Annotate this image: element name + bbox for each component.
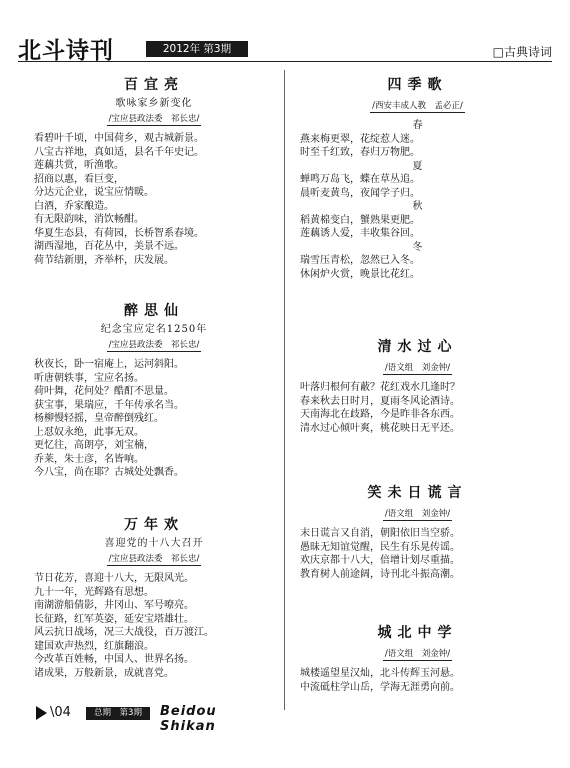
poem-line: 教育树人前途阔，诗刊北斗振高潮。 (300, 568, 460, 580)
poem-line: 天南海北在歧路，今是昨非各东西。 (300, 409, 460, 420)
poem-line: 南湖游船倩影，井冈山、军号嘹亮。 (34, 600, 194, 611)
poem-chengbeizhongxue (300, 624, 535, 694)
poem-zuisixian (34, 302, 274, 480)
poem-line: 华夏生态县，有荷园，长桥智系春境。 (34, 227, 204, 239)
poem-line: 听唐朝轶事，宝应名扬。 (34, 372, 144, 384)
poem-line: 乔莱，朱士彦，名皆响。 (34, 453, 144, 465)
poem-subtitle: 纪念宝应定名1250年 (100, 324, 208, 335)
poem-line: 白酒，乔家酿造。 (34, 200, 114, 212)
arrow-right-icon (36, 706, 47, 720)
poem-line: 中流砥柱学山岳，学海无涯勇向前。 (300, 681, 460, 693)
author-text: /宝应县政法委 祁长忠/ (108, 340, 200, 350)
poem-subtitle: 喜迎党的十八大召开 (104, 538, 204, 549)
poem-line: 欢庆京都十八大，倍增计划尽重描。 (300, 555, 460, 566)
author-text: /西安丰成人教 孟必正/ (372, 101, 463, 111)
poem-line: 叶落归根何有蔽？花红戏水几逢时？ (300, 382, 460, 393)
poem-lines (300, 667, 535, 694)
poem-lines (34, 572, 274, 680)
poem-line: 城楼遥望星汉灿，北斗传辉玉河悬。 (300, 668, 460, 679)
poem-line: 湖西湿地，百花丛中，美景不远。 (34, 241, 184, 252)
season-label: 秋 (412, 201, 423, 212)
season-label: 冬 (412, 241, 423, 253)
poem-line: 晨听麦黄鸟，夜闻学子归。 (300, 187, 420, 199)
left-column (34, 72, 274, 702)
poem-line: 愚昧无知谊觉醒，民生有乐晃传谣。 (300, 541, 460, 553)
poem-line: 九十一年，光辉路有思想。 (34, 586, 154, 598)
author-text: /语文组 刘金钟/ (384, 509, 451, 519)
poem-line: 莲藕诱人爱，丰收集谷回。 (300, 228, 420, 239)
poem-title: 万年欢 (124, 517, 184, 533)
right-column (300, 72, 535, 702)
poem-line: 清水过心倾叶爽，桃花映日无平还。 (300, 422, 460, 434)
poem-author (300, 648, 535, 661)
poem-xiaomoriyanyan (300, 484, 535, 581)
footer-english-title: Beidou Shikan (160, 704, 217, 734)
poem-title: 城北中学 (377, 625, 458, 641)
page-header (18, 30, 552, 62)
poem-author (34, 339, 274, 352)
season-label: 春 (412, 120, 423, 131)
poem-line: 节日花芳，喜迎十八大，无限风光。 (34, 573, 194, 584)
poem-lines (300, 119, 535, 281)
poem-line: 今改革百姓畅，中国人、世界名扬。 (34, 654, 194, 665)
poem-line: 长征路，红军英姿，延安宝塔雄壮。 (34, 613, 194, 625)
author-text: /宝应县政法委 祁长忠/ (108, 554, 200, 564)
poem-qingshuiguoxin (300, 338, 535, 435)
poem-line: 瑞雪压青松，忽然已入冬。 (300, 255, 420, 266)
poem-line: 风云抗日战场，况三大战役，百万渡江。 (34, 627, 214, 638)
season-label: 夏 (412, 160, 423, 172)
author-text: /宝应县政法委 祁长忠/ (108, 114, 200, 124)
poem-lines (300, 527, 535, 581)
poem-line: 时至千红致，春归万物肥。 (300, 147, 420, 158)
poem-line: 秋夜长，卧一宿庵上，运河斜阳。 (34, 359, 184, 370)
poem-line: 稻黄棉变白，蟹熟果更肥。 (300, 214, 420, 226)
poem-baiyiliang (34, 76, 274, 267)
poem-line: 上怼奴永绝，此事无双。 (34, 426, 144, 438)
poem-author (34, 113, 274, 126)
poem-title: 醉思仙 (124, 303, 184, 319)
page-number: \04 (50, 705, 71, 720)
poem-lines (34, 358, 274, 480)
poem-line: 蝉鸣万岛飞，蝶在草丛追。 (300, 174, 420, 185)
poem-line: 杨柳慢轻摇，皇帝醉倒残红。 (34, 413, 164, 424)
header-rule (18, 61, 552, 62)
poem-wanniahuan (34, 516, 274, 680)
poem-line: 诸成果，万般新景，成就喜党。 (34, 667, 174, 679)
issue-label: 2012年 第3期 (146, 41, 248, 57)
poem-line: 荷节结新朋，齐举杯，庆发展。 (34, 254, 174, 266)
poem-line: 招商以惠，看巨变， (34, 173, 124, 185)
poem-line: 有无限韵味，消饮畅酣。 (34, 214, 144, 225)
poem-title: 清水过心 (377, 339, 458, 355)
poem-line: 更忆往，高朗亭，刘宝楠， (34, 440, 154, 451)
poem-line: 建国欢声热烈，红旗翻浪。 (34, 640, 154, 652)
author-text: /语文组 刘金钟/ (384, 363, 451, 373)
poem-sijige (300, 76, 535, 281)
poem-line: 春来秋去日时月，夏雨冬风论酒诗。 (300, 395, 460, 407)
magazine-title: 北斗诗刊 (18, 38, 114, 64)
poem-line: 看碧叶千顷，中国荷乡，观古城新景。 (34, 133, 204, 144)
poem-line: 燕来梅更翠，花绽惹人迷。 (300, 133, 420, 145)
poem-line: 末日谎言又自消，朝阳依旧当空骄。 (300, 528, 460, 539)
poem-title: 笑未日谎言 (367, 485, 468, 501)
column-divider (284, 70, 285, 710)
poem-line: 获宝事，果瑞应，千年传承名当。 (34, 399, 184, 411)
poem-line: 八宝古祥地，真如适，县名千年史记。 (34, 146, 204, 158)
poem-line: 分达元企业，说宝应情暖。 (34, 187, 154, 198)
poem-author (300, 100, 535, 113)
poem-line: 荷叶舞，花何处？酷酊不思量。 (34, 386, 174, 397)
poem-line: 休闲炉火赏，晚景比花红。 (300, 268, 420, 280)
footer-issue-label: 总期 第3期 (86, 707, 150, 720)
page-footer (36, 704, 276, 734)
poem-title: 百宜亮 (124, 77, 184, 93)
poem-line: 今八宝，尚在耶？古城处处飘香。 (34, 467, 184, 478)
poem-lines (300, 381, 535, 435)
poem-lines (34, 132, 274, 267)
poem-line: 莲藕共赏，听渔歌。 (34, 160, 124, 171)
poem-author (300, 508, 535, 521)
poem-author (300, 362, 535, 375)
poem-subtitle: 歌咏家乡新变化 (115, 98, 193, 109)
poem-title: 四季歌 (387, 77, 448, 93)
author-text: /语文组 刘金钟/ (384, 649, 451, 659)
poem-author (34, 553, 274, 566)
section-label: □古典诗词 (492, 45, 552, 59)
